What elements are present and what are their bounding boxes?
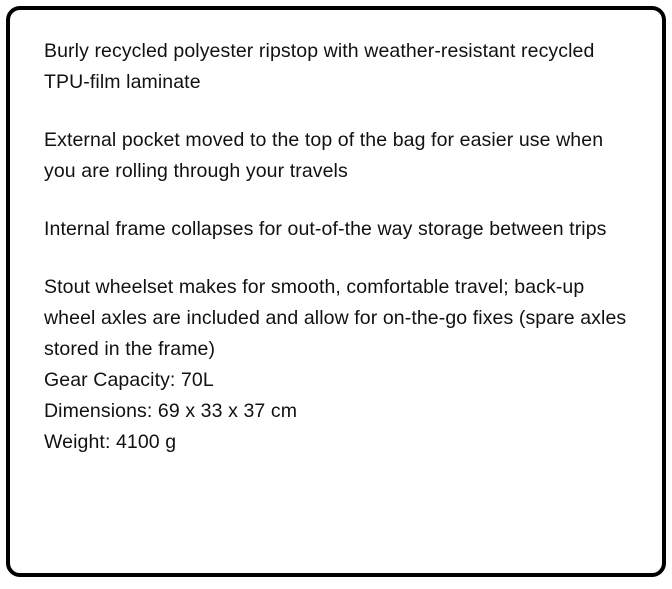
product-details-panel (6, 6, 666, 577)
dimensions-value: Dimensions: 69 x 33 x 37 cm (44, 400, 298, 422)
weight-value: Weight: 4100 g (44, 431, 177, 453)
list-item: Internal frame collapses for out-of-the way storage between trips (44, 218, 607, 240)
gear-capacity-value: Gear Capacity: 70L (44, 369, 214, 391)
list-item: Stout wheelset makes for smooth, comfortable travel; back-up wheel axles are included and allow for on-the-go fixes (spare axles stored in the frame) (44, 276, 627, 360)
measurements-block (44, 365, 632, 458)
list-item: Burly recycled polyester ripstop with weather-resistant recycled TPU-film laminate (44, 40, 595, 93)
list-item: External pocket moved to the top of the bag for easier use when you are rolling through your travels (44, 129, 604, 182)
feature-list (44, 36, 632, 365)
